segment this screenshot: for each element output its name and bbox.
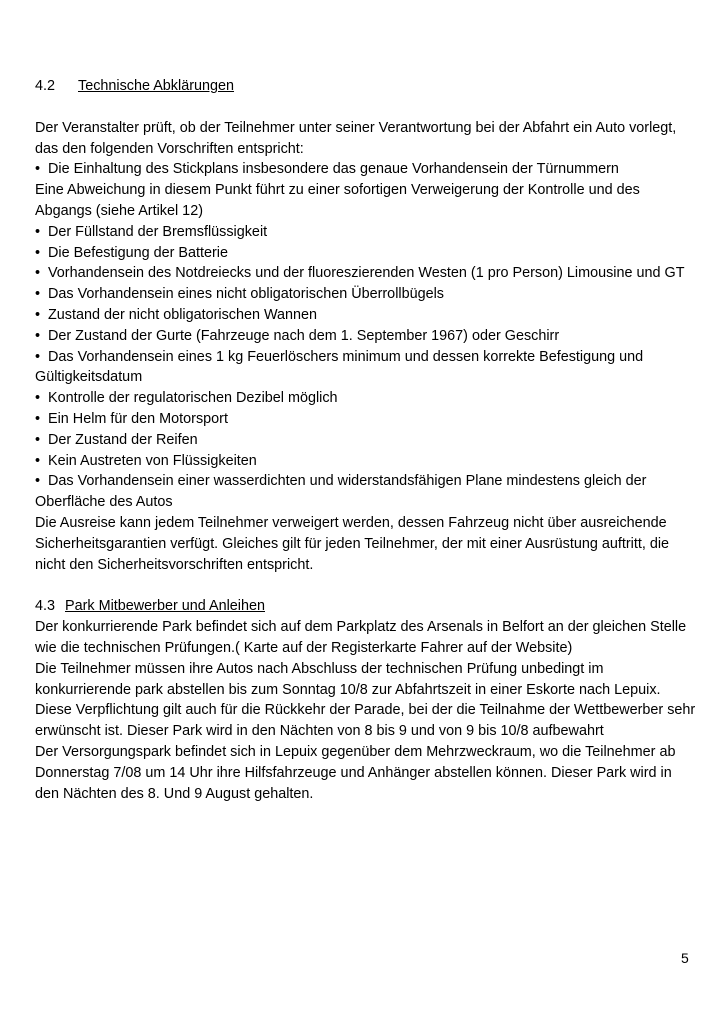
list-item-text: Vorhandensein des Notdreiecks und der fluoreszierenden Westen (1 pro Person) Limousine und GT — [48, 265, 685, 282]
list-item-text: Der Zustand der Reifen — [48, 431, 198, 448]
bullet-icon: • — [35, 452, 41, 469]
list-item-text: Ein Helm für den Motorsport — [48, 410, 228, 427]
list-item-text: Die Befestigung der Batterie — [48, 244, 228, 261]
bullet-icon: • — [35, 431, 41, 448]
section-title: Technische Abklärungen — [78, 78, 235, 94]
bullet-icon: • — [35, 390, 41, 407]
bullet-icon: • — [35, 286, 41, 303]
list-item — [35, 347, 697, 389]
bullet-icon: • — [35, 223, 41, 240]
list-item — [35, 159, 697, 180]
section-number: 4.2 — [35, 78, 56, 94]
list-item-text: Das Vorhandensein eines 1 kg Feuerlöschers minimum und dessen korrekte Befestigung und Gültigkeitsdatum — [35, 348, 644, 386]
paragraph: Der konkurrierende Park befindet sich auf dem Parkplatz des Arsenals in Belfort an der gleichen Stelle wie die technischen Prüfungen.( Karte auf der Registerkarte Fahrer auf der Website) — [35, 619, 687, 656]
list-item — [35, 388, 697, 409]
section-title: Park Mitbewerber und Anleihen — [65, 598, 265, 615]
list-item — [35, 471, 697, 513]
list-item — [35, 430, 697, 451]
list-item-text: Der Füllstand der Bremsflüssigkeit — [48, 223, 268, 240]
bullet-icon: • — [35, 244, 41, 261]
section-4-2-heading — [35, 76, 697, 97]
bullet-icon: • — [35, 348, 41, 365]
list-item — [35, 326, 697, 347]
list-item-text: Kein Austreten von Flüssigkeiten — [48, 452, 257, 469]
bullet-icon: • — [35, 410, 41, 427]
list-item-text: Der Zustand der Gurte (Fahrzeuge nach dem 1. September 1967) oder Geschirr — [48, 327, 560, 344]
bullet-icon: • — [35, 327, 41, 344]
list-item-text: Das Vorhandensein einer wasserdichten und widerstandsfähigen Plane mindestens gleich der Oberfläche des Autos — [35, 473, 647, 511]
list-item-text: Das Vorhandensein eines nicht obligatorischen Überrollbügels — [48, 286, 444, 303]
list-item-text: Kontrolle der regulatorischen Dezibel möglich — [48, 390, 338, 407]
section-intro: Der Veranstalter prüft, ob der Teilnehmer unter seiner Verantwortung bei der Abfahrt ein Auto vorlegt, das den folgenden Vorschriften entspricht: — [35, 119, 677, 157]
paragraph: Die Teilnehmer müssen ihre Autos nach Abschluss der technischen Prüfung unbedingt im konkurrierende park abstellen bis zum Sonntag 10/8 zur Abfahrtszeit in einer Eskorte nach Lepuix. — [35, 660, 661, 698]
bullet-icon: • — [35, 306, 41, 323]
list-item — [35, 284, 697, 305]
list-item — [35, 243, 697, 264]
list-item-text: Zustand der nicht obligatorischen Wannen — [48, 306, 318, 323]
bullet-icon: • — [35, 265, 41, 282]
list-item-note: Eine Abweichung in diesem Punkt führt zu einer sofortigen Verweigerung der Kontrolle und des Abgangs (siehe Artikel 12) — [35, 182, 640, 219]
list-item — [35, 222, 697, 243]
list-item — [35, 451, 697, 472]
list-item — [35, 263, 697, 284]
section-closing: Die Ausreise kann jedem Teilnehmer verweigert werden, dessen Fahrzeug nicht über ausreichende Sicherheitsgarantien verfügt. Gleiches gilt für jeden Teilnehmer, der mit einer Ausrüstung auftritt, die nicht den Sicherheitsvorschriften entspricht. — [35, 514, 670, 573]
section-number: 4.3 — [35, 598, 56, 615]
page-number: 5 — [681, 950, 689, 966]
list-item-text: Die Einhaltung des Stickplans insbesondere das genaue Vorhandensein der Türnummern — [48, 161, 619, 178]
list-item — [35, 409, 697, 430]
requirements-list — [35, 159, 697, 513]
bullet-icon: • — [35, 473, 41, 490]
bullet-icon: • — [35, 161, 41, 178]
section-4-3-heading — [35, 596, 697, 617]
paragraph: Diese Verpflichtung gilt auch für die Rückkehr der Parade, bei der die Teilnahme der Wettbewerber sehr erwünscht ist. Dieser Park wird in den Nächten von 8 bis 9 und von 9 bis 10/8 aufbewahrt — [35, 702, 696, 740]
list-item — [35, 305, 697, 326]
document-page — [35, 76, 697, 804]
paragraph: Der Versorgungspark befindet sich in Lepuix gegenüber dem Mehrzweckraum, wo die Teilnehmer ab Donnerstag 7/08 um 14 Uhr ihre Hilfsfahrzeuge und Anhänger abstellen können. Dieser Park wird in den Nächten des 8. Und 9 August gehalten. — [35, 743, 676, 802]
